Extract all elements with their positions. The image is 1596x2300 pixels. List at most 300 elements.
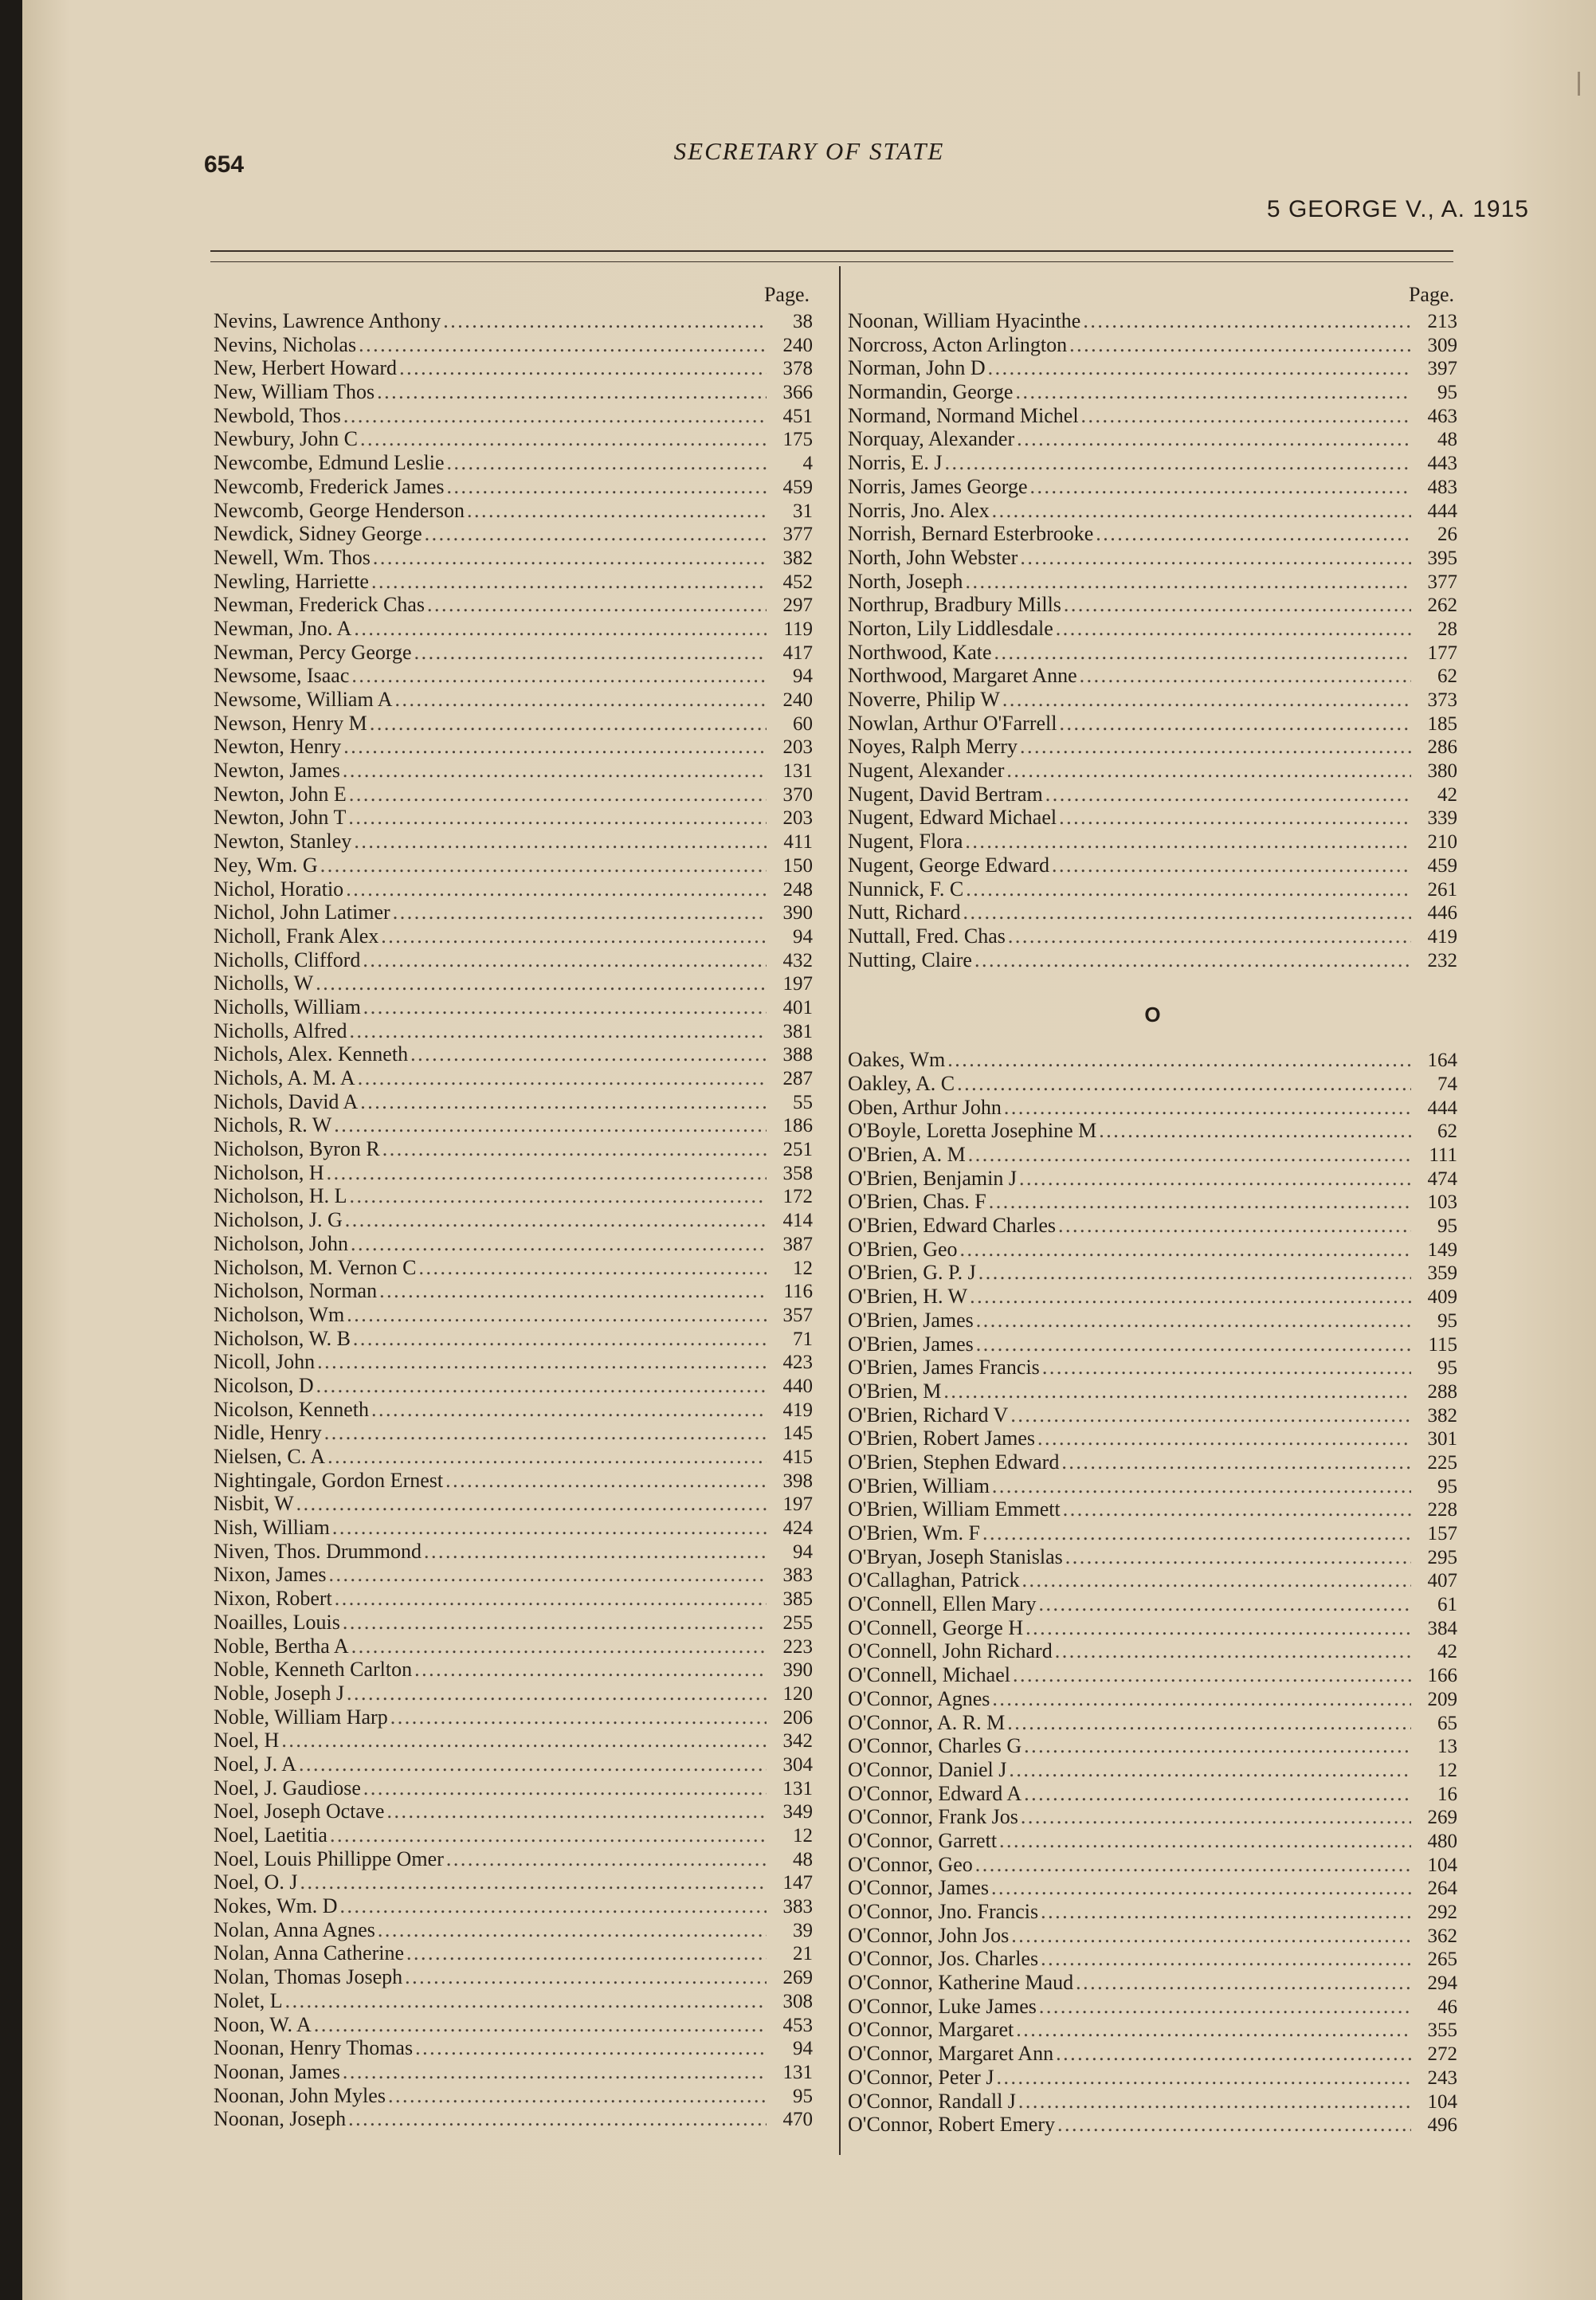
entry-name: Nicholls, William [214,995,361,1019]
entry-name: Nevins, Lawrence Anthony [214,309,441,332]
entry-name: Nichols, A. M. A [214,1066,355,1089]
dot-leader [418,1256,767,1280]
entry-name: O'Brien, Richard V [848,1403,1009,1427]
dot-leader [1008,924,1411,948]
dot-leader [296,1492,767,1516]
index-entry [214,1113,813,1137]
dot-leader [1055,1639,1411,1663]
dot-leader [445,1469,767,1493]
entry-page: 382 [782,547,813,569]
dot-leader [427,593,767,617]
dot-leader [348,2107,767,2131]
index-entry [214,1137,813,1161]
index-entry [214,1421,813,1445]
entry-name: Nunnick, F. C [848,877,964,901]
index-entry [214,1563,813,1587]
dot-leader [373,546,767,570]
entry-page: 292 [1427,1902,1457,1923]
entry-name: Oakley, A. C [848,1071,955,1095]
dot-leader [978,1261,1411,1285]
entry-name: Noonan, William Hyacinthe [848,309,1081,332]
index-entry [848,1782,1457,1806]
entry-page: 452 [782,571,813,593]
entry-page: 232 [1427,949,1457,971]
entry-name: Nugent, Edward Michael [848,806,1057,830]
entry-page: 407 [1427,1570,1457,1592]
entry-page: 228 [1427,1499,1457,1521]
entry-name: Noonan, Henry Thomas [214,2036,414,2060]
entry-name: Nichols, David A [214,1089,359,1113]
entry-name: Nokes, Wm. D [214,1894,338,1918]
dot-leader [1025,1616,1411,1640]
dot-leader [992,1687,1411,1711]
dot-leader [1069,333,1411,357]
entry-name: Nichol, Horatio [214,877,344,901]
entry-name: Newcomb, Frederick James [214,474,445,498]
entry-page: 355 [1427,2019,1457,2042]
entry-name: Newton, James [214,759,340,783]
entry-page: 451 [782,405,813,427]
entry-name: Norris, James George [848,474,1028,498]
index-entry [848,1167,1457,1191]
dot-leader [327,1445,767,1469]
entry-page: 272 [1427,2043,1457,2066]
entry-page: 240 [782,334,813,356]
dot-leader [994,641,1411,665]
index-entry [848,1734,1457,1758]
dot-leader [425,522,767,546]
dot-leader [316,971,767,995]
entry-name: Nicolson, D [214,1373,314,1397]
entry-page: 424 [782,1517,813,1540]
entry-page: 377 [1427,571,1457,593]
entry-name: O'Connor, Katherine Maud [848,1971,1074,1995]
entry-name: Nolan, Anna Catherine [214,1941,404,1965]
entry-page: 269 [1427,1807,1457,1829]
index-entry [214,1208,813,1232]
entry-name: O'Bryan, Joseph Stanislas [848,1544,1063,1568]
entry-page: 411 [783,831,813,854]
dot-leader [1007,1711,1411,1735]
dot-leader [350,1019,767,1043]
entry-list [848,1048,1457,2137]
index-entry [848,1380,1457,1403]
entry-name: Northwood, Kate [848,640,992,664]
entry-page: 382 [1427,1404,1457,1427]
entry-name: O'Connor, Jos. Charles [848,1947,1039,1971]
dot-leader [1039,1995,1411,2019]
dot-leader [1061,1450,1411,1474]
entry-name: O'Connor, Robert Emery [848,2113,1055,2137]
dot-leader [345,1208,767,1232]
dot-leader [1099,1119,1411,1143]
index-entry [214,2013,813,2037]
entry-page: 120 [782,1682,813,1705]
entry-name: O'Connor, Edward A [848,1781,1022,1805]
dot-leader [1052,854,1411,877]
section-letter: O [1144,1003,1161,1027]
entry-name: Nichol, John Latimer [214,901,390,924]
entry-page: 243 [1427,2066,1457,2089]
entry-name: O'Connor, Daniel J [848,1757,1007,1781]
dot-leader [347,1682,767,1705]
entry-page: 131 [782,760,813,783]
index-entry [848,1143,1457,1167]
index-entry [848,1639,1457,1663]
entry-list [848,309,1457,971]
index-entry [848,1190,1457,1214]
index-entry [848,1427,1457,1450]
dot-leader [351,664,767,688]
dot-leader [996,2066,1411,2090]
index-entry [214,1847,813,1871]
entry-name: O'Connor, Margaret [848,2018,1014,2042]
header-rule-thin [210,261,1453,262]
entry-name: Normandin, George [848,380,1014,404]
dot-leader [386,1800,767,1823]
dot-leader [1010,1403,1411,1427]
entry-name: Newson, Henry M [214,711,367,735]
entry-page: 339 [1427,807,1457,830]
entry-page: 61 [1437,1594,1457,1616]
entry-page: 31 [793,500,813,522]
dot-leader [378,1918,767,1942]
entry-page: 294 [1427,1972,1457,1995]
entry-name: O'Connor, Randall J [848,2089,1016,2113]
index-entry [214,877,813,901]
entry-name: Nixon, James [214,1563,327,1587]
index-entry [214,1776,813,1800]
index-entry [848,1568,1457,1592]
index-entry [214,1800,813,1823]
index-entry [214,1894,813,1918]
dot-leader [1030,475,1411,499]
index-entry [214,1611,813,1635]
index-entry [848,735,1457,759]
entry-name: O'Brien, William [848,1474,990,1497]
entry-page: 309 [1427,334,1457,356]
index-entry [848,830,1457,854]
index-entry [848,1119,1457,1143]
entry-name: Nicoll, John [214,1350,316,1374]
entry-page: 149 [1427,1238,1457,1261]
entry-name: Noyes, Ralph Merry [848,735,1018,759]
index-entry [848,783,1457,807]
dot-leader [960,1238,1411,1262]
dot-leader [363,1776,767,1800]
index-entry [214,971,813,995]
entry-name: Nish, William [214,1516,330,1540]
entry-page: 390 [782,1659,813,1682]
dot-leader [343,735,767,759]
entry-name: O'Brien, Benjamin J [848,1166,1017,1190]
dot-leader [382,1137,767,1161]
entry-name: Niven, Thos. Drummond [214,1539,422,1563]
index-entry [848,1829,1457,1853]
entry-page: 301 [1427,1428,1457,1450]
entry-page: 12 [793,1825,813,1847]
entry-page: 304 [782,1753,813,1776]
entry-page: 116 [783,1281,813,1303]
dot-leader [446,1847,767,1871]
entry-name: O'Connell, George H [848,1615,1024,1639]
entry-name: O'Connor, Peter J [848,2065,994,2089]
index-entry [214,380,813,404]
entry-page: 21 [793,1943,813,1965]
index-entry [848,1592,1457,1616]
index-entry [848,1758,1457,1782]
entry-page: 197 [782,973,813,995]
index-entry [214,1635,813,1658]
entry-page: 251 [782,1139,813,1161]
dot-leader [965,830,1411,854]
entry-name: Nicholson, Norman [214,1279,378,1303]
index-entry [848,522,1457,546]
entry-page: 295 [1427,1546,1457,1568]
entry-name: Newton, Henry [214,735,342,759]
index-entry [848,1096,1457,1120]
index-entry [214,1066,813,1090]
index-entry [848,1616,1457,1640]
dot-leader [371,1398,767,1422]
entry-name: O'Connell, Michael [848,1663,1010,1687]
entry-page: 387 [782,1233,813,1255]
entry-page: 71 [793,1328,813,1350]
entry-page: 470 [782,2109,813,2131]
entry-page: 390 [782,902,813,924]
index-entry [848,593,1457,617]
entry-page: 197 [782,1493,813,1516]
entry-page: 115 [1428,1333,1457,1356]
entry-name: Nugent, Alexander [848,759,1005,783]
entry-page: 94 [793,925,813,948]
entry-page: 287 [782,1068,813,1089]
dot-leader [346,877,767,901]
entry-name: Noonan, Joseph [214,2107,347,2131]
index-entry [848,2113,1457,2137]
entry-page: 175 [782,429,813,451]
entry-name: Norquay, Alexander [848,427,1015,451]
index-entry [214,712,813,736]
entry-page: 388 [782,1044,813,1066]
column-divider [839,266,841,2155]
entry-name: Newman, Jno. A [214,616,352,640]
entry-page: 62 [1437,665,1457,688]
index-entry [848,333,1457,357]
dot-leader [1064,593,1411,617]
index-entry [848,1687,1457,1711]
entry-page: 74 [1437,1073,1457,1095]
entry-page: 359 [1427,1262,1457,1285]
entry-page: 104 [1427,2090,1457,2113]
index-entry [848,1711,1457,1735]
entry-name: Noon, W. A [214,2012,312,2036]
entry-page: 95 [1437,1357,1457,1380]
dot-leader [405,1965,767,1989]
entry-name: New, William Thos [214,380,375,404]
dot-leader [317,1350,767,1374]
entry-name: Noel, J. A [214,1752,296,1776]
entry-name: Nicholson, Wm [214,1302,345,1326]
entry-page: 261 [1427,878,1457,901]
entry-name: Norton, Lily Liddlesdale [848,616,1053,640]
dot-leader [992,499,1411,523]
entry-page: 203 [782,736,813,759]
dot-leader [340,1894,767,1918]
entry-page: 42 [1437,783,1457,806]
index-entry [848,664,1457,688]
entry-name: Newell, Wm. Thos [214,545,371,569]
index-entry [848,1238,1457,1262]
entry-page: 255 [782,1611,813,1634]
dot-leader [314,2013,767,2037]
index-entry [214,451,813,475]
entry-page: 65 [1437,1712,1457,1734]
index-entry [848,1521,1457,1545]
entry-page: 46 [1437,1996,1457,2018]
entry-name: Noble, Bertha A [214,1634,349,1658]
entry-name: Nicholls, W [214,971,314,995]
entry-name: Nicholson, Byron R [214,1137,380,1161]
dot-leader [976,1333,1411,1356]
entry-name: Norrish, Bernard Esterbrooke [848,522,1094,546]
dot-leader [371,570,767,594]
index-entry [848,1971,1457,1995]
index-entry [214,1398,813,1422]
entry-page: 288 [1427,1380,1457,1403]
entry-page: 383 [782,1896,813,1918]
entry-page: 103 [1427,1191,1457,1214]
header-rule [210,250,1453,252]
entry-name: O'Brien, Stephen Edward [848,1450,1060,1474]
entry-page: 213 [1427,311,1457,332]
dot-leader [358,1066,767,1090]
entry-page: 240 [782,689,813,711]
index-entry [848,1545,1457,1569]
entry-name: Nielsen, C. A [214,1445,326,1468]
entry-page: 94 [793,665,813,688]
entry-page: 131 [782,2061,813,2083]
entry-name: Noonan, John Myles [214,2083,386,2107]
index-entry [848,806,1457,830]
index-entry [214,735,813,759]
index-entry [214,1327,813,1351]
dot-leader [1058,1214,1411,1238]
dot-leader [300,1870,767,1894]
dot-leader [388,2084,767,2108]
dot-leader [351,1635,767,1658]
entry-name: Nicholls, Alfred [214,1019,347,1042]
entry-page: 409 [1427,1286,1457,1309]
entry-page: 94 [793,2038,813,2060]
dot-leader [1080,664,1411,688]
index-column-right [848,281,1457,2137]
entry-name: O'Brien, G. P. J [848,1261,976,1285]
dot-leader [359,333,767,357]
dot-leader [447,475,767,499]
dot-leader [1041,1900,1411,1924]
entry-page: 225 [1427,1451,1457,1474]
dot-leader [1013,1663,1411,1687]
index-entry [848,1072,1457,1096]
running-head-title: SECRETARY OF STATE [673,137,945,165]
index-entry [848,854,1457,877]
entry-name: O'Connell, John Richard [848,1639,1053,1663]
entry-page: 342 [782,1730,813,1752]
dot-leader [1020,735,1411,759]
entry-name: O'Brien, Edward Charles [848,1214,1057,1238]
entry-name: Oakes, Wm [848,1048,946,1072]
index-entry [214,1540,813,1564]
entry-page: 39 [793,1919,813,1941]
dot-leader [982,1521,1411,1545]
entry-name: O'Connor, Garrett [848,1828,998,1852]
entry-name: O'Brien, Chas. F [848,1190,986,1214]
dot-leader [395,688,767,712]
page-column-heading: Page. [763,283,810,306]
index-entry [214,1350,813,1374]
entry-page: 104 [1427,1854,1457,1876]
entry-name: O'Connor, Luke James [848,1994,1037,2018]
entry-name: Newcombe, Edmund Leslie [214,451,445,475]
entry-name: North, John Webster [848,545,1018,569]
dot-leader [1004,1096,1411,1120]
dot-leader [334,1113,767,1137]
entry-page: 164 [1427,1050,1457,1072]
entry-page: 377 [782,524,813,546]
dot-leader [1076,1971,1411,1995]
dot-leader [332,1516,767,1540]
entry-name: Nichols, Alex. Kenneth [214,1042,409,1066]
entry-name: Newman, Frederick Chas [214,593,425,617]
entry-page: 443 [1427,453,1457,475]
entry-name: Nolan, Anna Agnes [214,1917,375,1941]
index-entry [214,1823,813,1847]
index-entry [848,1663,1457,1687]
dot-leader [285,1989,767,2013]
index-entry [214,830,813,854]
entry-name: O'Connor, John Jos [848,1923,1010,1947]
dot-leader [1006,759,1411,783]
entry-page: 13 [1437,1736,1457,1758]
dot-leader [343,1611,767,1635]
page-mark [1578,72,1580,96]
entry-page: 463 [1427,405,1457,427]
entry-page: 415 [782,1446,813,1468]
dot-leader [1016,2018,1411,2042]
entry-page: 373 [1427,689,1457,711]
index-entry [214,1705,813,1729]
dot-leader [320,854,767,877]
index-entry [214,1042,813,1066]
index-entry [848,948,1457,972]
entry-page: 166 [1427,1665,1457,1687]
dot-leader [975,1853,1411,1877]
entry-name: O'Brien, James [848,1308,974,1332]
entry-page: 444 [1427,1097,1457,1119]
entry-page: 419 [782,1399,813,1421]
entry-name: O'Connor, Jno. Francis [848,1900,1039,1923]
dot-leader [347,1303,767,1327]
entry-name: Nicholson, W. B [214,1326,351,1350]
entry-page: 203 [782,807,813,830]
index-entry [214,2036,813,2060]
entry-name: Nidle, Henry [214,1421,322,1445]
index-entry [848,2018,1457,2042]
dot-leader [350,1184,767,1208]
index-entry [848,1333,1457,1356]
entry-name: Nugent, David Bertram [848,782,1043,806]
